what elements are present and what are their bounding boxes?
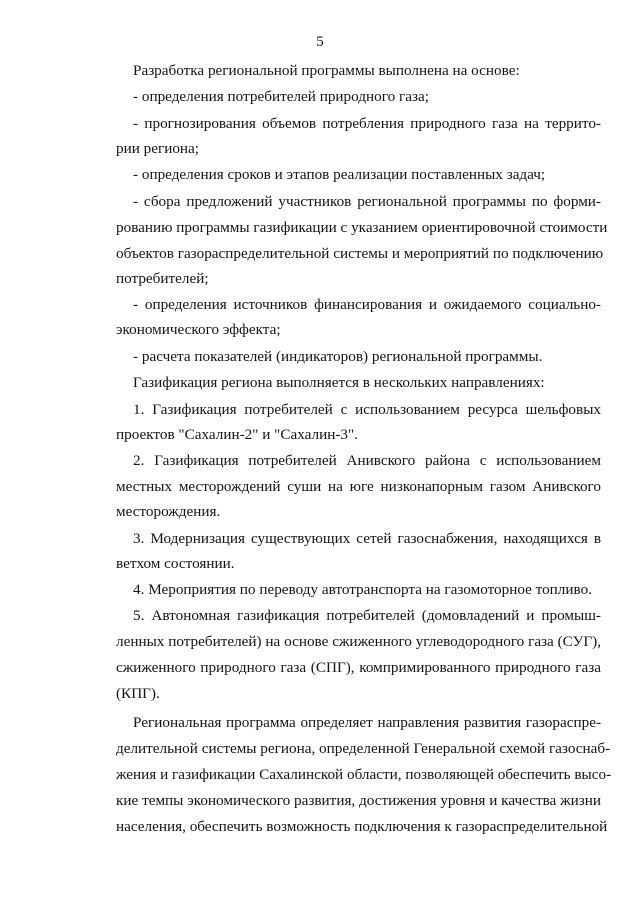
paragraph-line: - определения сроков и этапов реализации поставленных задач; xyxy=(133,166,546,183)
paragraph-line: 2. Газификация потребителей Анивского района с использованием xyxy=(133,452,601,469)
paragraph-line: - сбора предложений участников региональной программы по форми- xyxy=(133,193,601,210)
paragraph-line: жения и газификации Сахалинской области, позволяющей обеспечить высо- xyxy=(116,766,612,783)
paragraph-line: ленных потребителей) на основе сжиженного углеводородного газа (СУГ), xyxy=(116,633,601,650)
paragraph-line: Газификация региона выполняется в нескольких направлениях: xyxy=(133,374,545,391)
paragraph-line: - определения потребителей природного газа; xyxy=(133,88,429,105)
paragraph-line: 3. Модернизация существующих сетей газоснабжения, находящихся в xyxy=(133,530,601,547)
paragraph-line: делительной системы региона, определенной Генеральной схемой газоснаб- xyxy=(116,740,611,757)
paragraph-line: проектов "Сахалин-2" и "Сахалин-3". xyxy=(116,426,358,443)
paragraph-line: 4. Мероприятия по переводу автотранспорта на газомоторное топливо. xyxy=(133,581,592,598)
paragraph-line: сжиженного природного газа (СПГ), компримированного природного газа xyxy=(116,659,601,676)
paragraph-line: Региональная программа определяет направления развития газораспре- xyxy=(133,714,601,731)
paragraph-line: ветхом состоянии. xyxy=(116,555,235,572)
paragraph-line: месторождения. xyxy=(116,503,221,520)
paragraph-line: экономического эффекта; xyxy=(116,321,281,338)
paragraph-line: рии региона; xyxy=(116,140,200,157)
paragraph-line: объектов газораспределительной системы и мероприятий по подключению xyxy=(116,245,604,262)
paragraph-line: рованию программы газификации с указанием ориентировочной стоимости xyxy=(116,219,608,236)
paragraph-line: - расчета показателей (индикаторов) региональной программы. xyxy=(133,348,543,365)
paragraph-line: 1. Газификация потребителей с использованием ресурса шельфовых xyxy=(133,401,601,418)
paragraph-line: населения, обеспечить возможность подключения к газораспределительной xyxy=(116,818,608,835)
paragraph-line: - прогнозирования объемов потребления природного газа на террито- xyxy=(133,115,601,132)
paragraph-line: 5. Автономная газификация потребителей (домовладений и промыш- xyxy=(133,607,601,624)
paragraph-line: потребителей; xyxy=(116,270,209,287)
paragraph-line: - определения источников финансирования и ожидаемого социально- xyxy=(133,296,601,313)
paragraph-line: Разработка региональной программы выполнена на основе: xyxy=(133,62,520,79)
page-number: 5 xyxy=(316,34,324,50)
paragraph-line: местных месторождений суши на юге низконапорным газом Анивского xyxy=(116,478,601,495)
paragraph-line: кие темпы экономического развития, достижения уровня и качества жизни xyxy=(116,792,601,809)
paragraph-line: (КПГ). xyxy=(116,685,160,702)
